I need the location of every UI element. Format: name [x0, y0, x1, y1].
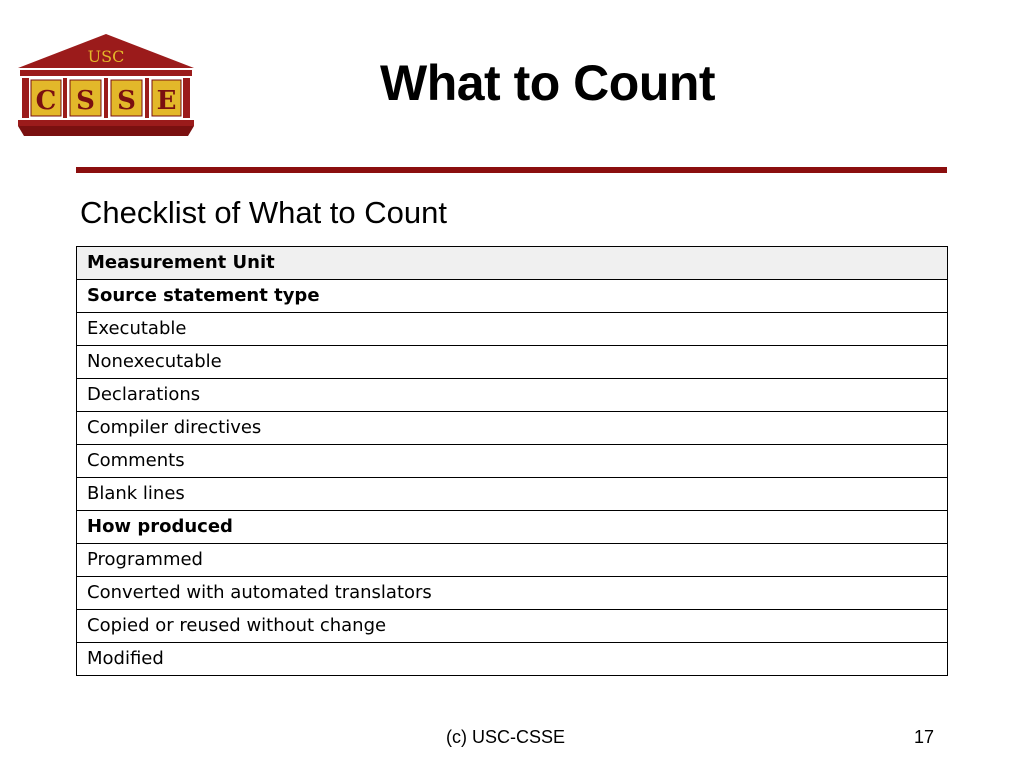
page-number: 17	[914, 727, 935, 747]
item-label-cell: Compiler directives	[77, 412, 948, 445]
logo-letter-c: C	[35, 86, 57, 116]
table-section-row	[77, 511, 948, 544]
item-label-cell: Converted with automated translators	[77, 577, 948, 610]
slide-subtitle: Checklist of What to Count	[80, 195, 447, 230]
table-row	[77, 445, 948, 478]
table-row	[77, 379, 948, 412]
item-label-cell: Modified	[77, 643, 948, 676]
logo-letter-s2: S	[117, 86, 136, 116]
table-row	[77, 346, 948, 379]
item-label-cell: Copied or reused without change	[77, 610, 948, 643]
table-row	[77, 577, 948, 610]
logo-letter-s1: S	[76, 86, 95, 116]
table-header-cell: Measurement Unit	[77, 247, 948, 280]
item-label-cell: Nonexecutable	[77, 346, 948, 379]
table-row	[77, 643, 948, 676]
table-row	[77, 478, 948, 511]
slide-title: What to Count	[380, 55, 716, 111]
table-section-row	[77, 280, 948, 313]
item-label-cell: Blank lines	[77, 478, 948, 511]
logo-letter-e: E	[156, 86, 177, 116]
table-row	[77, 610, 948, 643]
usc-csse-logo	[14, 32, 198, 138]
table-row	[77, 313, 948, 346]
logo-usc-text: USC	[87, 47, 125, 66]
footer-copyright: (c) USC-CSSE	[446, 727, 566, 747]
table-row	[77, 412, 948, 445]
item-label-cell: Programmed	[77, 544, 948, 577]
table-row	[77, 544, 948, 577]
item-label-cell: Executable	[77, 313, 948, 346]
item-label-cell: Comments	[77, 445, 948, 478]
section-label-cell: Source statement type	[77, 280, 948, 313]
checklist-table	[76, 246, 948, 676]
item-label-cell: Declarations	[77, 379, 948, 412]
section-label-cell: How produced	[77, 511, 948, 544]
table-header-row	[77, 247, 948, 280]
title-divider	[76, 167, 947, 173]
